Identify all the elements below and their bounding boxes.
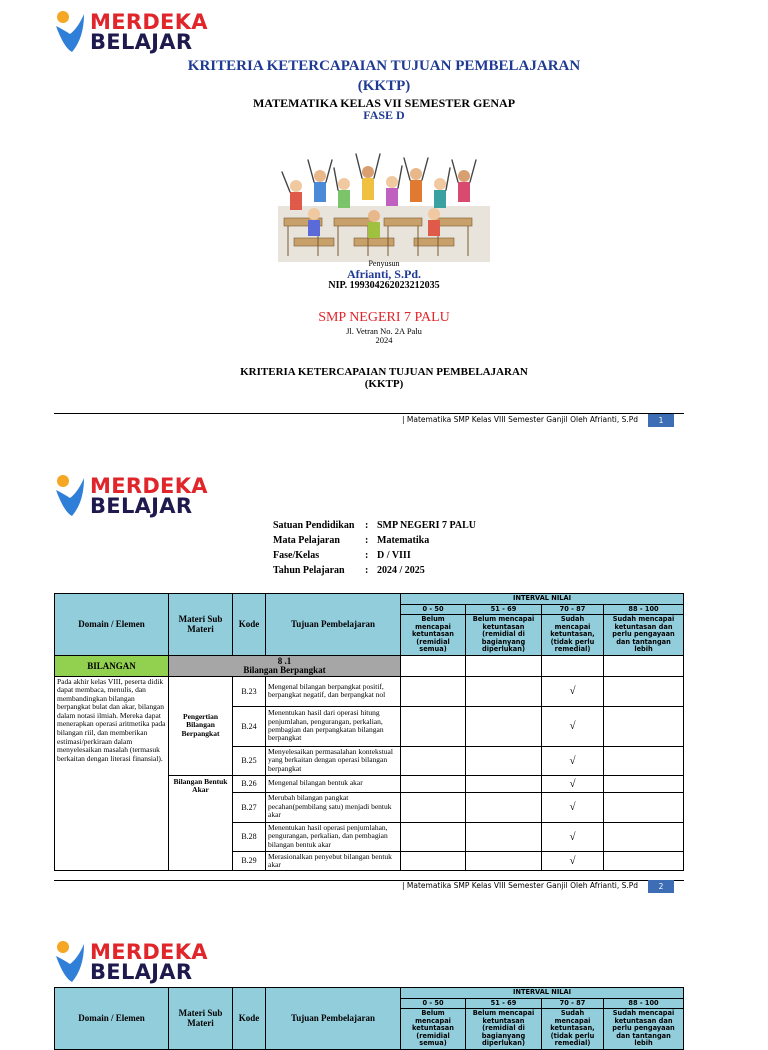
interval-cell	[401, 676, 466, 706]
cover-year: 2024	[375, 335, 393, 345]
interval-cell	[466, 655, 542, 676]
header-tujuan: Tujuan Pembelajaran	[266, 594, 401, 656]
footer-text: | Matematika SMP Kelas VIII Semester Ganjil Oleh Afrianti, S.Pd	[402, 415, 639, 424]
range-desc: Sudah mencapai ketuntasan dan perlu pengayaan dan tantangan lebih	[604, 1009, 684, 1050]
header-interval: INTERVAL NILAI	[401, 988, 684, 999]
info-value: SMP NEGERI 7 PALU	[377, 520, 476, 531]
kode-cell: B.29	[233, 851, 266, 871]
domain-label: BILANGAN	[55, 655, 169, 676]
merdeka-belajar-logo	[54, 936, 208, 988]
interval-cell	[466, 746, 542, 775]
check-mark: √	[542, 775, 604, 792]
footer-text: | Matematika SMP Kelas VIII Semester Ganjil Oleh Afrianti, S.Pd	[402, 881, 639, 890]
cover-title	[0, 56, 768, 96]
logo-mark-icon	[54, 472, 86, 518]
interval-cell	[466, 706, 542, 746]
interval-cell	[542, 655, 604, 676]
section-number: 8 .1	[277, 655, 292, 666]
info-row	[273, 533, 482, 548]
range-desc: Belum mencapai ketuntasan (remidial di bagianyang diperlukan)	[466, 1009, 542, 1050]
tujuan-cell: Mengenal bilangan bentuk akar	[266, 775, 401, 792]
interval-cell	[466, 775, 542, 792]
table-header-row	[55, 988, 684, 999]
interval-cell	[604, 851, 684, 871]
info-row	[273, 563, 482, 578]
check-mark: √	[542, 706, 604, 746]
kode-cell: B.24	[233, 706, 266, 746]
interval-cell	[604, 775, 684, 792]
school-info	[273, 518, 482, 578]
range-label: 0 - 50	[401, 604, 466, 615]
kode-cell: B.26	[233, 775, 266, 792]
section-row	[55, 655, 684, 676]
info-separator: :	[365, 535, 369, 546]
interval-cell	[466, 792, 542, 822]
info-label: Satuan Pendidikan	[273, 520, 355, 531]
section-name: Bilangan Berpangkat	[243, 664, 326, 675]
kode-cell: B.28	[233, 822, 266, 851]
interval-cell	[604, 706, 684, 746]
check-mark: √	[542, 676, 604, 706]
header-domain: Domain / Elemen	[55, 594, 169, 656]
logo-word-belajar: BELAJAR	[90, 960, 193, 984]
info-value: Matematika	[377, 535, 430, 546]
tujuan-cell: Merubah bilangan pangkat pecahan(pembilang satu) menjadi bentuk akar	[266, 792, 401, 822]
check-mark: √	[542, 822, 604, 851]
cover-title-line2: (KKTP)	[357, 78, 411, 94]
kode-cell: B.25	[233, 746, 266, 775]
footer-divider	[54, 413, 684, 414]
header-kode: Kode	[233, 988, 266, 1050]
tujuan-cell: Merasionalkan penyebut bilangan bentuk akar	[266, 851, 401, 871]
cover-title-2-line2: (KKTP)	[364, 378, 404, 390]
materi-cell: Bilangan Bentuk Akar	[169, 775, 233, 871]
school-address: Jl. Vetran No. 2A Palu	[346, 326, 422, 336]
range-desc: Sudah mencapai ketuntasan, (tidak perlu remedial)	[542, 1009, 604, 1050]
range-desc: Belum mencapai ketuntasan (remidial semua)	[401, 615, 466, 656]
check-mark: √	[542, 792, 604, 822]
logo-word-belajar: BELAJAR	[90, 494, 193, 518]
section-title	[169, 655, 401, 676]
cover-title-2	[0, 366, 768, 390]
interval-cell	[466, 851, 542, 871]
info-row	[273, 548, 482, 563]
range-label: 0 - 50	[401, 998, 466, 1009]
school-name: SMP NEGERI 7 PALU	[318, 310, 450, 325]
cover-title-line1: KRITERIA KETERCAPAIAN TUJUAN PEMBELAJARAN	[187, 58, 581, 74]
kode-cell: B.23	[233, 676, 266, 706]
tujuan-cell: Menyelesaikan permasalahan kontekstual yang berkaitan dengan operasi bilangan berpangkat	[266, 746, 401, 775]
tujuan-cell: Menentukan hasil operasi penjumlahan, pengurangan, perkalian, dan pembagian bilangan bentuk akar	[266, 822, 401, 851]
kktp-table-continued-clip	[54, 987, 683, 1047]
info-value: 2024 / 2025	[377, 565, 425, 576]
logo-word-merdeka: MERDEKA	[90, 10, 208, 34]
header-domain: Domain / Elemen	[55, 988, 169, 1050]
interval-cell	[604, 792, 684, 822]
header-tujuan: Tujuan Pembelajaran	[266, 988, 401, 1050]
logo-word-merdeka: MERDEKA	[90, 474, 208, 498]
tujuan-cell: Menentukan hasil dari operasi hitung penjumlahan, pengurangan, perkalian, pembagian dan perpangkatan bilangan berpangkat	[266, 706, 401, 746]
interval-cell	[604, 655, 684, 676]
range-desc: Belum mencapai ketuntasan (remidial semua)	[401, 1009, 466, 1050]
header-materi: Materi Sub Materi	[169, 988, 233, 1050]
range-label: 51 - 69	[466, 604, 542, 615]
interval-cell	[466, 676, 542, 706]
interval-cell	[604, 822, 684, 851]
info-separator: :	[365, 565, 369, 576]
cover-subtitle: MATEMATIKA KELAS VII SEMESTER GENAP	[252, 96, 516, 110]
interval-cell	[401, 655, 466, 676]
interval-cell	[401, 851, 466, 871]
interval-cell	[401, 706, 466, 746]
header-interval: INTERVAL NILAI	[401, 594, 684, 605]
range-label: 88 - 100	[604, 604, 684, 615]
interval-cell	[466, 822, 542, 851]
header-materi: Materi Sub Materi	[169, 594, 233, 656]
penyusun-label: Penyusun	[368, 259, 400, 268]
range-desc: Sudah mencapai ketuntasan dan perlu pengayaan dan tantangan lebih	[604, 615, 684, 656]
table-row	[55, 676, 684, 706]
kktp-table	[54, 593, 684, 871]
kode-cell: B.27	[233, 792, 266, 822]
page-number-badge: 2	[648, 880, 674, 893]
info-row	[273, 518, 482, 533]
kktp-table	[54, 987, 684, 1050]
merdeka-belajar-logo	[54, 470, 208, 522]
info-separator: :	[365, 550, 369, 561]
author-name: Afrianti, S.Pd.	[346, 267, 421, 281]
range-label: 51 - 69	[466, 998, 542, 1009]
page-number-badge: 1	[648, 414, 674, 427]
logo-mark-icon	[54, 8, 86, 54]
info-separator: :	[365, 520, 369, 531]
range-label: 88 - 100	[604, 998, 684, 1009]
info-label: Tahun Pelajaran	[273, 565, 345, 576]
range-desc: Sudah mencapai ketuntasan, (tidak perlu remedial)	[542, 615, 604, 656]
range-label: 70 - 87	[542, 998, 604, 1009]
classroom-illustration	[274, 146, 494, 264]
check-mark: √	[542, 851, 604, 871]
cover-phase: FASE D	[363, 108, 405, 122]
range-label: 70 - 87	[542, 604, 604, 615]
check-mark: √	[542, 746, 604, 775]
author-nip: NIP. 199304262023212035	[328, 280, 440, 291]
interval-cell	[401, 746, 466, 775]
interval-cell	[604, 746, 684, 775]
interval-cell	[604, 676, 684, 706]
materi-cell: Pengertian Bilangan Berpangkat	[169, 676, 233, 775]
tujuan-cell: Mengenal bilangan berpangkat positif, berpangkat negatif, dan berpangkat nol	[266, 676, 401, 706]
logo-word-merdeka: MERDEKA	[90, 940, 208, 964]
interval-cell	[401, 792, 466, 822]
logo-mark-icon	[54, 938, 86, 984]
table-header-row	[55, 594, 684, 605]
logo-word-belajar: BELAJAR	[90, 30, 193, 54]
domain-description: Pada akhir kelas VIII, peserta didik dapat membaca, menulis, dan membandingkan bilangan berpangkat bulat dan akar, bilangan dalam notasi ilmiah. Mereka dapat menerapkan operasi aritmetika pada bilangan riil, dan memberikan estimasi/perkiraan dalam menyelesaikan masalah (termasuk berkaitan dengan literasi finansial).	[55, 676, 169, 871]
interval-cell	[401, 822, 466, 851]
interval-cell	[401, 775, 466, 792]
header-kode: Kode	[233, 594, 266, 656]
info-value: D / VIII	[377, 550, 411, 561]
info-label: Mata Pelajaran	[273, 535, 340, 546]
range-desc: Belum mencapai ketuntasan (remidial di bagianyang diperlukan)	[466, 615, 542, 656]
merdeka-belajar-logo	[54, 6, 208, 58]
cover-title-2-line1: KRITERIA KETERCAPAIAN TUJUAN PEMBELAJARAN	[240, 366, 528, 378]
info-label: Fase/Kelas	[273, 550, 320, 561]
